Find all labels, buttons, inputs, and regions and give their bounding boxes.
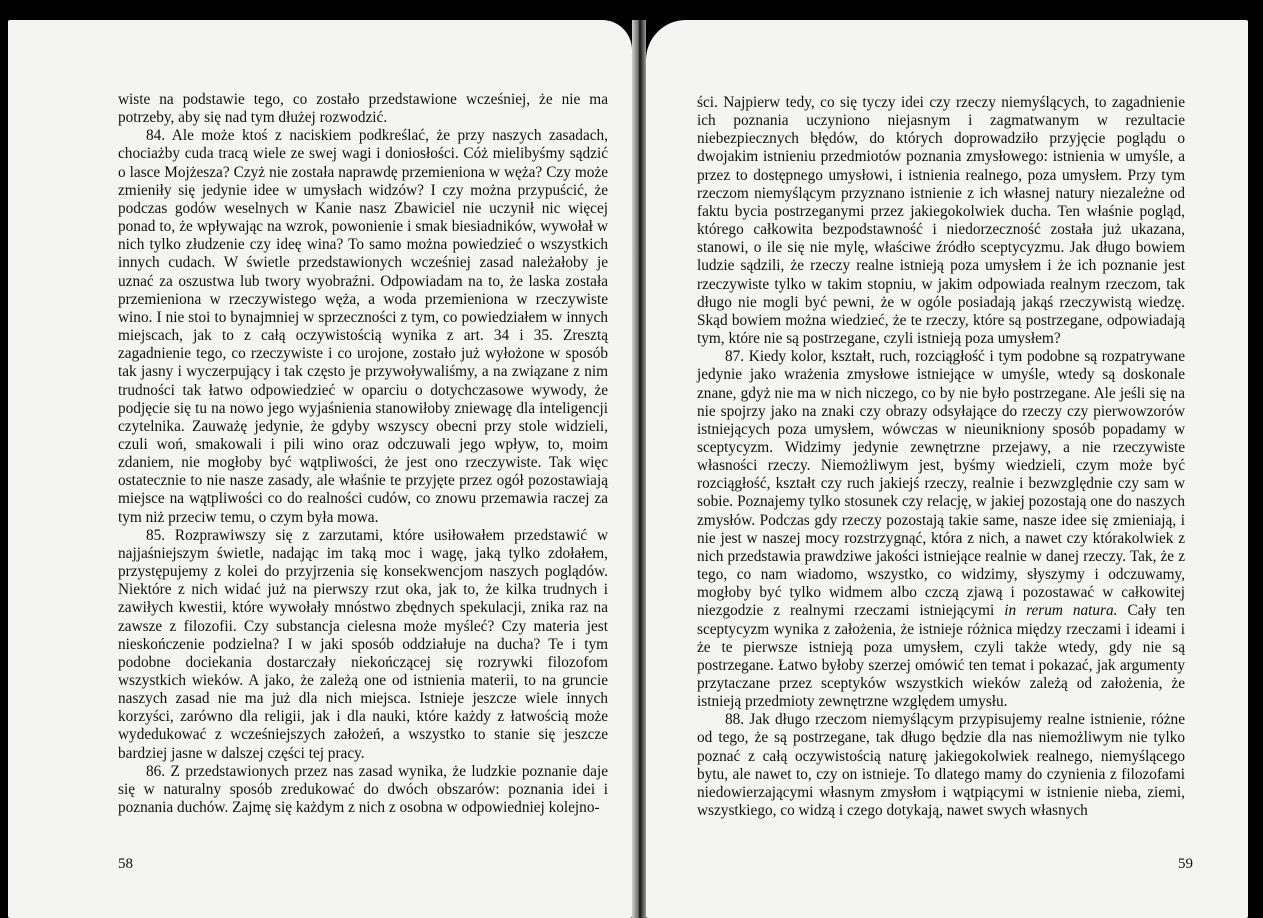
left-page-text	[118, 91, 608, 817]
italic-phrase: in rerum natura.	[1004, 602, 1118, 620]
paragraph: 86. Z przedstawionych przez nas zasad wynika, że ludzkie poznanie daje się w naturalny sposób zredukować do dwóch obszarów: poznania idei i poznania duchów. Zajmę się każdym z nich z osobna w odpowiedniej kolejno-	[118, 762, 608, 817]
right-page-text	[697, 94, 1185, 820]
paragraph: ści. Najpierw tedy, co się tyczy idei czy rzeczy niemyślących, to zagadnienie ich poznania uczyniono niejasnym i zagmatwanym w rezultacie niebezpiecznych błędów, do których doprowadziło przyjęcie poglądu o dwojakim istnieniu przedmiotów poznania zmysłowego: istnienia w umyśle, a przez to dostępnego umysłowi, i istnienia realnego, poza umysłem. Przy tym rzeczom niemyślącym przyznano istnienie z ich własnej natury niezależne od faktu bycia postrzeganymi przez jakiegokolwiek ducha. Ten właśnie pogląd, którego całkowita bezpodstawność i niedorzeczność została już ukazana, stanowi, o ile się nie mylę, właściwe źródło sceptycyzmu. Jak długo bowiem ludzie sądzili, że rzeczy realne istnieją poza umysłem i że ich poznanie jest rzeczywiste tylko w takim stopniu, w jakim odpowiada realnym rzeczom, tak długo nie mogli być pewni, że w ogóle posiadają jakąś rzeczywistą wiedzę. Skąd bowiem można wiedzieć, że te rzeczy, które są postrzegane, odpowiadają tym, które nie są postrzegane, czyli istnieją poza umysłem?	[697, 94, 1185, 348]
right-page	[646, 20, 1248, 918]
paragraph: 85. Rozprawiwszy się z zarzutami, które usiłowałem przedstawić w najjaśniejszym świetle, nadając im taką moc i wagę, jaką tylko zdołałem, przystępujemy z kolei do przyjrzenia się konsekwencjom naszych poglądów. Niektóre z nich widać już na pierwszy rzut oka, jak to, że kilka trudnych i zawiłych kwestii, które wywołały mnóstwo zbędnych spekulacji, znika raz na zawsze z filozofii. Czy substancja cielesna może myśleć? Czy materia jest nieskończenie podzielna? I w jaki sposób oddziałuje na ducha? Te i tym podobne dociekania dostarczały niekończącej się rozrywki filozofom wszystkich wieków. A jako, że zależą one od istnienia materii, to na gruncie naszych zasad nie ma już dla nich miejsca. Istnieje jeszcze wiele innych korzyści, zarówno dla religii, jak i dla nauki, które każdy z łatwością może wydedukować z wcześniejszych założeń, a wszystko to stanie się jeszcze bardziej jasne w dalszej części tej pracy.	[118, 526, 608, 762]
page-number-left: 58	[118, 856, 133, 872]
left-page	[8, 20, 632, 918]
paragraph: 88. Jak długo rzeczom niemyślącym przypisujemy realne istnienie, różne od tego, że są postrzegane, tak długo będzie dla nas niemożliwym nie tylko poznać z całą oczywistością naturę jakiegokolwiek realnego, niemyślącego bytu, ale nawet to, czy on istnieje. To dlatego mamy do czynienia z filozofami niedowierzającymi własnym zmysłom i wątpiącymi w istnienie nieba, ziemi, wszystkiego, co widzą i czego dotykają, nawet swych własnych	[697, 711, 1185, 820]
paragraph-body-continued: Cały ten sceptycyzm wynika z założenia, że istnieje różnica między rzeczami i ideami i że te pierwsze istnieją poza umysłem, czyli także wtedy, gdy nie są postrzegane. Łatwo byłoby szerzej omówić ten temat i pokazać, jak argumenty przytaczane przez sceptyków wszystkich wieków zależą od założenia, że istnieją przedmioty zewnętrzne względem umysłu.	[697, 602, 1185, 711]
paragraph: wiste na podstawie tego, co zostało przedstawione wcześniej, że nie ma potrzeby, aby się nad tym dłużej rozwodzić.	[118, 91, 608, 127]
paragraph: 84. Ale może ktoś z naciskiem podkreślać, że przy naszych zasadach, chociażby cuda tracą wiele ze swej wagi i doniosłości. Cóż mielibyśmy sądzić o lasce Mojżesza? Czyż nie została naprawdę przemieniona w węża? Czy może zmieniły się jedynie idee w umysłach widzów? I czy można przypuścić, że podczas godów weselnych w Kanie nasz Zbawiciel nie uczynił nic więcej ponad to, że wpływając na wzrok, powonienie i smak biesiadników, wywołał w nich tylko złudzenie czy ideę wina? To samo można powiedzieć o wszystkich innych cudach. W świetle przedstawionych wcześniej zasad należałoby je uznać za oszustwa lub twory wyobraźni. Odpowiadam na to, że laska została przemieniona w rzeczywistego węża, a woda przemieniona w rzeczywiste wino. I nie stoi to bynajmniej w sprzeczności z tym, co powiedziałem w innych miejscach, jak to z całą oczywistością wynika z art. 34 i 35. Zresztą zagadnienie tego, co rzeczywiste i co urojone, zostało już wyłożone w sposób tak jasny i wyczerpujący i tak często je przywoływaliśmy, a na związane z nim trudności tak łatwo odpowiedzieć w oparciu o dotychczasowe wywody, że podjęcie się tu na nowo jego wyjaśnienia stanowiłoby zniewagę dla inteligencji czytelnika. Zauważę jedynie, że gdyby wszyscy obecni przy stole widzieli, czuli woń, smakowali i pili wino oraz odczuwali jego wpływ, to, moim zdaniem, nie mogłoby być wątpliwości, że jest ono rzeczywiste. Tak więc ostatecznie to nie nasze zasady, ale właśnie te przyjęte przez ogół pozostawiają miejsce na wątpliwości co do realności cudów, co znowu przemawia raczej za tym niż przeciw temu, o czym była mowa.	[118, 127, 608, 526]
page-number-right: 59	[1178, 856, 1193, 872]
book-gutter	[632, 20, 646, 918]
paragraph-body: 87. Kiedy kolor, kształt, ruch, rozciągłość i tym podobne są rozpatrywane jedynie jako wrażenia zmysłowe istniejące w umyśle, wtedy są doskonale znane, gdyż nie ma w nich niczego, co by nie było postrzegane. Ale jeśli się na nie spojrzy jako na znaki czy obrazy odsyłające do rzeczy czy pierwowzorów istniejących poza umysłem, wówczas w nieunikniony sposób popadamy w sceptycyzm. Widzimy jedynie zewnętrzne przejawy, a nie rzeczywiste własności rzeczy. Niemożliwym jest, byśmy wiedzieli, czym może być rozciągłość, kształt czy ruch jakiejś rzeczy, realnie i bezwzględnie czy sam w sobie. Poznajemy tylko stosunek czy relację, w jakiej pozostają one do naszych zmysłów. Podczas gdy rzeczy pozostają takie same, nasze idee się zmieniają, i nie jest w naszej mocy rozstrzygnąć, która z nich, a nawet czy którakolwiek z nich przedstawia prawdziwe jakości istniejące realnie w danej rzeczy. Tak, że z tego, co nam wiadomo, wszystko, co widzimy, słyszymy i odczuwamy, mogłoby być tylko widmem albo czczą zjawą i pozostawać w całkowitej niezgodzie z realnymi rzeczami istniejącymi	[697, 348, 1185, 620]
paragraph	[697, 348, 1185, 711]
